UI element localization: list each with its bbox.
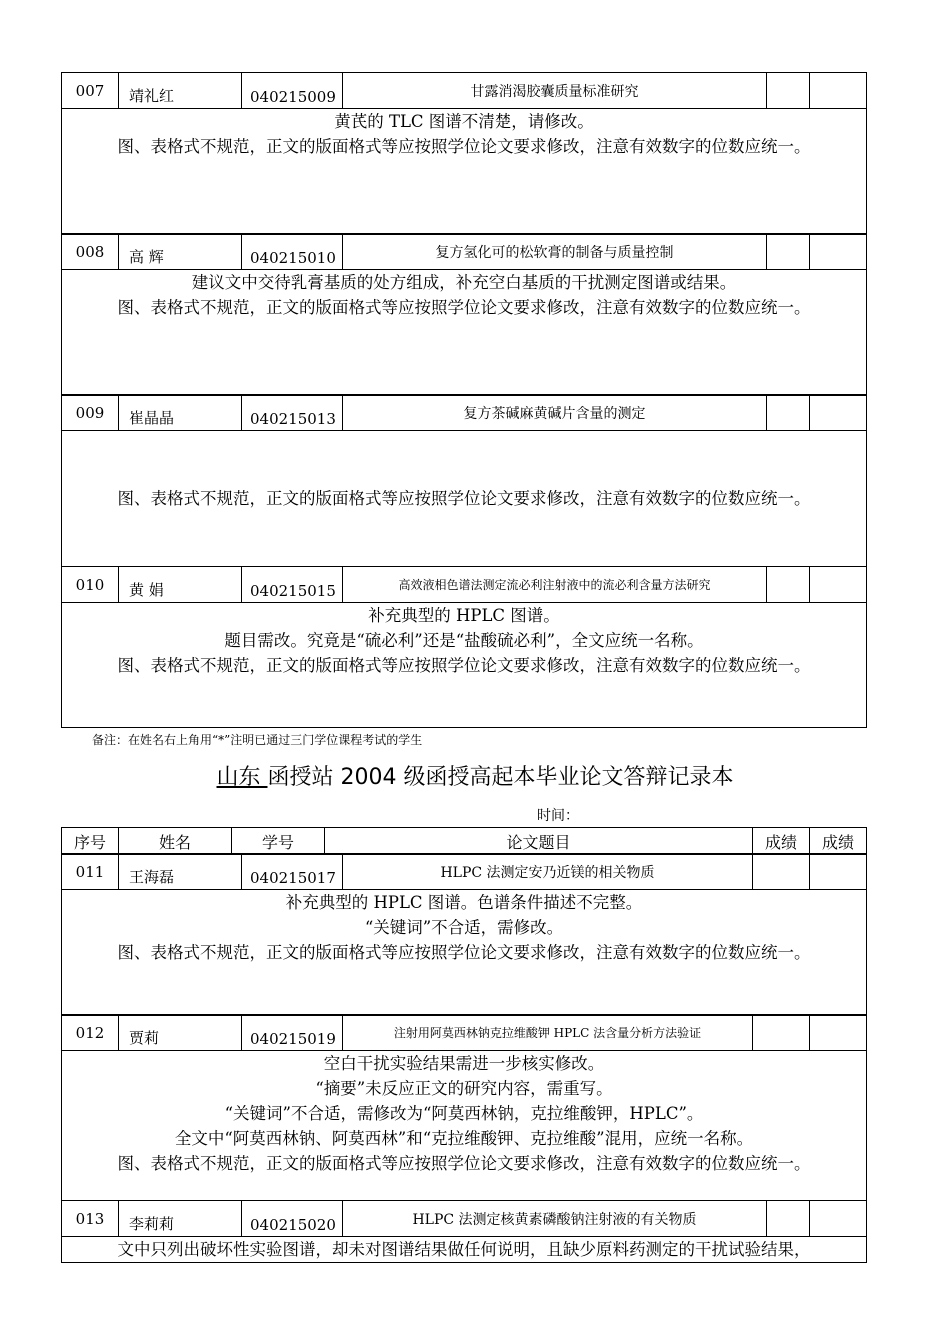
record-no: 012: [62, 1015, 119, 1051]
review-comments: [62, 603, 867, 728]
comment-line: “关键词”不合适，需修改。: [364, 918, 564, 937]
student-name: 崔晶晶: [119, 395, 242, 431]
comment-line: 图、表格式不规范，正文的版面格式等应按照学位论文要求修改，注意有效数字的位数应统一。: [117, 489, 811, 508]
page-title: [0, 760, 950, 791]
header-no: 序号: [62, 828, 119, 855]
record-013: [61, 1200, 867, 1263]
score-cell-1: [753, 1015, 810, 1051]
student-id: 040215010: [242, 234, 343, 270]
record-012: [61, 1014, 867, 1201]
thesis-title: HLPC 法测定核黄素磷酸钠注射液的有关物质: [343, 1201, 767, 1237]
score-cell-1: [767, 395, 810, 431]
student-id: 040215017: [242, 854, 343, 890]
student-id: 040215013: [242, 395, 343, 431]
review-comments: [62, 270, 867, 396]
thesis-title: 甘露消渴胶囊质量标准研究: [343, 73, 767, 109]
score-cell-1: [767, 567, 810, 603]
comment-line: 题目需改。究竟是“硫必利”还是“盐酸硫必利”，全文应统一名称。: [224, 631, 704, 650]
comment-line: 图、表格式不规范，正文的版面格式等应按照学位论文要求修改，注意有效数字的位数应统一。: [117, 1154, 811, 1173]
table-header: [61, 827, 867, 855]
thesis-title: 复方茶碱麻黄碱片含量的测定: [343, 395, 767, 431]
score-cell-2: [810, 395, 867, 431]
student-name: 贾莉: [119, 1015, 242, 1051]
score-cell-2: [810, 1201, 867, 1237]
student-name: 靖礼红: [119, 73, 242, 109]
record-009: [61, 394, 867, 567]
header-id: 学号: [232, 828, 325, 855]
record-no: 010: [62, 567, 119, 603]
comment-line: 文中只列出破坏性实验图谱，却未对图谱结果做任何说明，且缺少原料药测定的干扰试验结果，: [117, 1240, 811, 1259]
footnote: 备注：在姓名右上角用“*”注明已通过三门学位课程考试的学生: [92, 733, 423, 747]
score-cell-2: [810, 854, 867, 890]
record-no: 011: [62, 854, 119, 890]
score-cell-2: [810, 567, 867, 603]
student-id: 040215020: [242, 1201, 343, 1237]
score-cell-1: [767, 234, 810, 270]
score-cell-2: [810, 234, 867, 270]
comment-line: 空白干扰实验结果需进一步核实修改。: [323, 1054, 605, 1073]
station-name: 山东: [216, 765, 268, 790]
student-id: 040215009: [242, 73, 343, 109]
record-007: [61, 72, 867, 235]
score-cell-2: [810, 73, 867, 109]
student-name: 王海磊: [119, 854, 242, 890]
comment-line: 建议文中交待乳膏基质的处方组成，补充空白基质的干扰测定图谱或结果。: [191, 273, 737, 292]
review-comments: [62, 1237, 867, 1263]
comment-line: 全文中“阿莫西林钠、阿莫西林”和“克拉维酸钾、克拉维酸”混用，应统一名称。: [174, 1129, 754, 1148]
score-cell-1: [767, 1201, 810, 1237]
comment-line: 补充典型的 HPLC 图谱。: [368, 606, 560, 625]
header-name: 姓名: [119, 828, 232, 855]
record-010: [61, 566, 867, 728]
review-comments: [62, 109, 867, 235]
thesis-title: 注射用阿莫西林钠克拉维酸钾 HPLC 法含量分析方法验证: [343, 1015, 753, 1051]
comment-line: 图、表格式不规范，正文的版面格式等应按照学位论文要求修改，注意有效数字的位数应统一。: [117, 943, 811, 962]
review-comments: [62, 1051, 867, 1201]
student-id: 040215019: [242, 1015, 343, 1051]
comment-line: 图、表格式不规范，正文的版面格式等应按照学位论文要求修改，注意有效数字的位数应统一。: [117, 298, 811, 317]
header-title: 论文题目: [325, 828, 753, 855]
student-id: 040215015: [242, 567, 343, 603]
score-cell-1: [767, 73, 810, 109]
thesis-title: 高效液相色谱法测定流必利注射液中的流必利含量方法研究: [343, 567, 767, 603]
comment-line: 图、表格式不规范，正文的版面格式等应按照学位论文要求修改，注意有效数字的位数应统一。: [117, 656, 811, 675]
score-cell-2: [810, 1015, 867, 1051]
comment-line: “摘要”未反应正文的研究内容，需重写。: [315, 1079, 613, 1098]
title-text: 函授站 2004 级函授高起本毕业论文答辩记录本: [267, 765, 734, 790]
header-score-1: 成绩: [753, 828, 810, 855]
student-name: 黄 娟: [119, 567, 242, 603]
time-label: 时间：: [537, 808, 579, 824]
comment-line: 补充典型的 HPLC 图谱。色谱条件描述不完整。: [285, 893, 643, 912]
thesis-title: 复方氢化可的松软膏的制备与质量控制: [343, 234, 767, 270]
review-comments: [62, 890, 867, 1016]
student-name: 高 辉: [119, 234, 242, 270]
thesis-title: HLPC 法测定安乃近镁的相关物质: [343, 854, 753, 890]
comment-line: 黄芪的 TLC 图谱不清楚，请修改。: [334, 112, 594, 131]
record-no: 013: [62, 1201, 119, 1237]
student-name: 李莉莉: [119, 1201, 242, 1237]
record-no: 007: [62, 73, 119, 109]
record-no: 009: [62, 395, 119, 431]
comment-line: 图、表格式不规范，正文的版面格式等应按照学位论文要求修改，注意有效数字的位数应统一。: [117, 137, 811, 156]
score-cell-1: [753, 854, 810, 890]
record-008: [61, 233, 867, 396]
comment-line: “关键词”不合适，需修改为“阿莫西林钠，克拉维酸钾，HPLC”。: [224, 1104, 704, 1123]
header-score-2: 成绩: [810, 828, 867, 855]
review-comments: [62, 431, 867, 567]
record-011: [61, 853, 867, 1016]
record-no: 008: [62, 234, 119, 270]
